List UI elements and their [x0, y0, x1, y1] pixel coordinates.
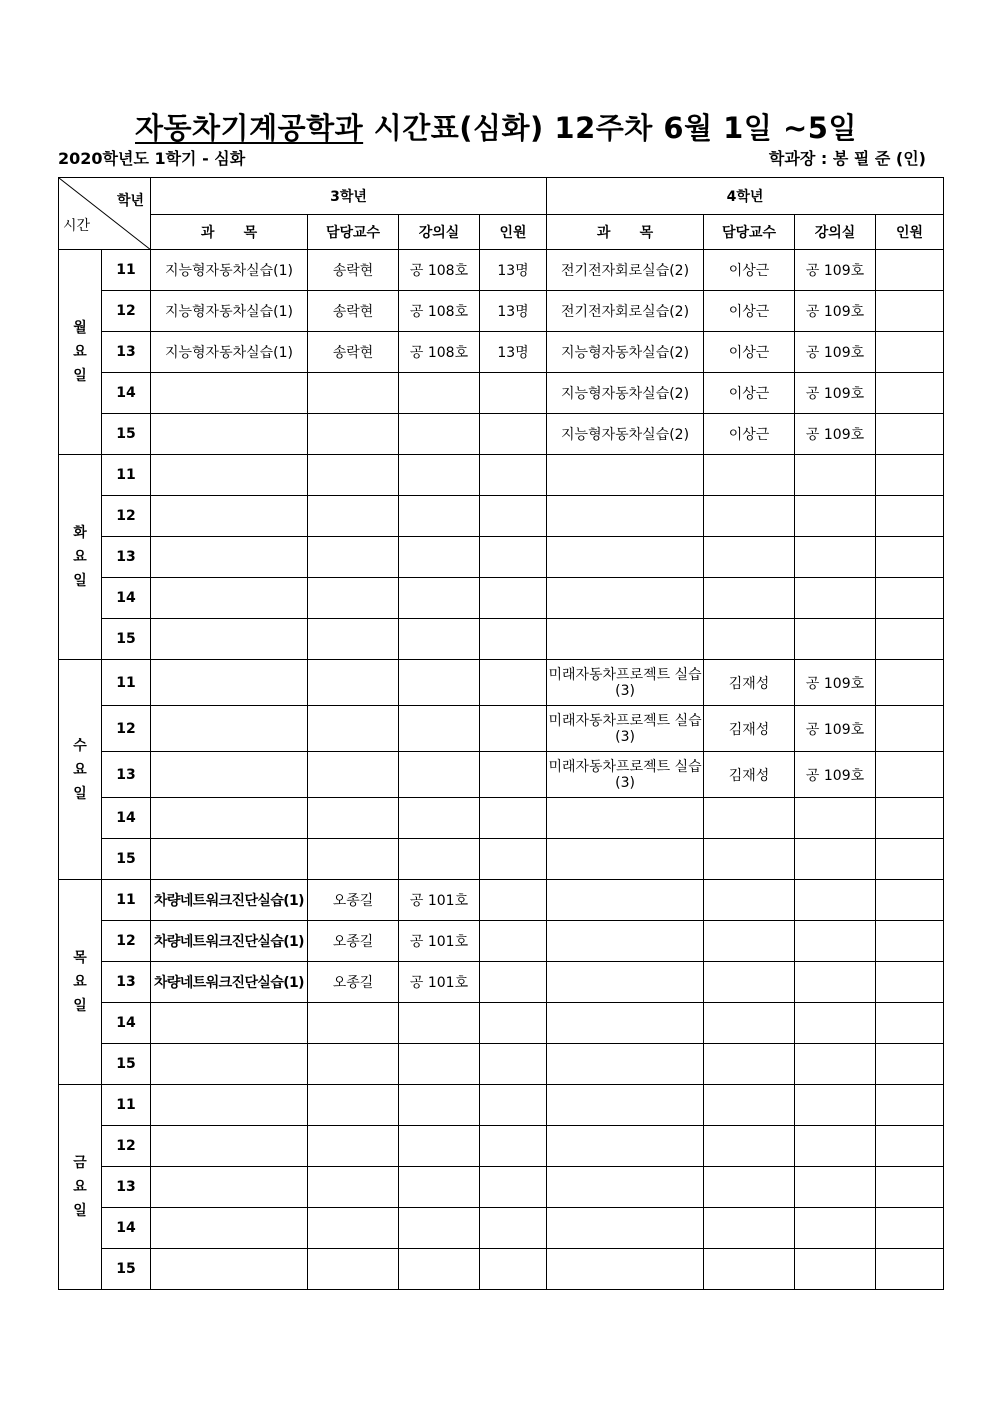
- room-cell: 공 101호: [399, 880, 480, 921]
- professor-cell: [308, 660, 399, 706]
- period-number: 15: [102, 1044, 151, 1085]
- students-cell: [876, 455, 944, 496]
- subject-cell: [151, 578, 308, 619]
- subject-cell: 차량네트워크진단실습(1): [151, 962, 308, 1003]
- students-cell: 13명: [480, 291, 547, 332]
- subject-cell: 지능형자동차실습(2): [547, 414, 704, 455]
- professor-cell: 김재성: [704, 706, 795, 752]
- subject-cell: [151, 1044, 308, 1085]
- subject-cell: [151, 1208, 308, 1249]
- subject-cell: [547, 578, 704, 619]
- period-number: 15: [102, 839, 151, 880]
- head-of-department: 학과장 : 봉 필 준 (인): [768, 149, 926, 168]
- students-cell: [876, 1044, 944, 1085]
- students-cell: [480, 373, 547, 414]
- professor-cell: [308, 414, 399, 455]
- professor-cell: 이상근: [704, 332, 795, 373]
- table-row: [59, 880, 944, 921]
- professor-cell: 오종길: [308, 880, 399, 921]
- period-number: 11: [102, 1085, 151, 1126]
- period-number: 11: [102, 880, 151, 921]
- grade3-header: 3학년: [151, 178, 547, 215]
- students-cell: [480, 1003, 547, 1044]
- grade4-header: 4학년: [547, 178, 944, 215]
- subject-cell: [151, 455, 308, 496]
- professor-cell: [308, 1208, 399, 1249]
- students-cell: [480, 537, 547, 578]
- period-number: 15: [102, 1249, 151, 1290]
- period-number: 13: [102, 537, 151, 578]
- room-cell: [795, 962, 876, 1003]
- room-cell: [795, 578, 876, 619]
- day-label-char: 일: [73, 1203, 87, 1219]
- day-label-char: 일: [73, 785, 87, 802]
- time-axis-label: 시간: [63, 218, 91, 234]
- table-row: [59, 1167, 944, 1208]
- students-cell: [480, 414, 547, 455]
- table-row: [59, 373, 944, 414]
- title-department: 자동차기계공학과: [135, 111, 364, 145]
- students-cell: [876, 373, 944, 414]
- room-cell: [399, 1249, 480, 1290]
- students-cell: [876, 1167, 944, 1208]
- period-number: 11: [102, 660, 151, 706]
- col-subject-g3: 과 목: [151, 215, 308, 250]
- period-number: 14: [102, 1003, 151, 1044]
- room-cell: [399, 839, 480, 880]
- period-number: 13: [102, 962, 151, 1003]
- professor-cell: [704, 619, 795, 660]
- day-label: [59, 660, 102, 880]
- period-number: 13: [102, 332, 151, 373]
- students-cell: [480, 921, 547, 962]
- professor-cell: [704, 578, 795, 619]
- subject-cell: [547, 880, 704, 921]
- students-cell: [876, 1208, 944, 1249]
- students-cell: [876, 1126, 944, 1167]
- professor-cell: [704, 921, 795, 962]
- period-number: 14: [102, 1208, 151, 1249]
- subject-cell: [151, 1126, 308, 1167]
- professor-cell: [704, 798, 795, 839]
- students-cell: [480, 706, 547, 752]
- professor-cell: [308, 839, 399, 880]
- subject-cell: 미래자동차프로젝트 실습(3): [547, 660, 704, 706]
- professor-cell: [308, 1126, 399, 1167]
- subject-cell: [547, 839, 704, 880]
- room-cell: 공 109호: [795, 291, 876, 332]
- day-label-char: 요: [73, 761, 87, 778]
- period-number: 13: [102, 1167, 151, 1208]
- students-cell: [876, 752, 944, 798]
- professor-cell: 이상근: [704, 291, 795, 332]
- students-cell: [876, 706, 944, 752]
- professor-cell: [308, 1249, 399, 1290]
- day-label-char: 화: [73, 525, 87, 541]
- students-cell: [876, 291, 944, 332]
- table-row: [59, 752, 944, 798]
- day-label: [59, 880, 102, 1085]
- professor-cell: 오종길: [308, 962, 399, 1003]
- room-cell: [795, 1249, 876, 1290]
- professor-cell: [308, 752, 399, 798]
- professor-cell: [308, 706, 399, 752]
- professor-cell: 이상근: [704, 250, 795, 291]
- table-row: [59, 921, 944, 962]
- subject-cell: [547, 1249, 704, 1290]
- subject-cell: [151, 798, 308, 839]
- day-label-char: 월: [73, 320, 87, 336]
- subject-cell: [547, 537, 704, 578]
- room-cell: [399, 1208, 480, 1249]
- students-cell: [876, 537, 944, 578]
- subject-cell: [151, 496, 308, 537]
- room-cell: [399, 660, 480, 706]
- professor-cell: [308, 496, 399, 537]
- day-label: [59, 455, 102, 660]
- room-cell: [399, 798, 480, 839]
- room-cell: [399, 619, 480, 660]
- room-cell: [399, 537, 480, 578]
- room-cell: [399, 1167, 480, 1208]
- day-label-char: 일: [73, 368, 87, 384]
- room-cell: [795, 880, 876, 921]
- professor-cell: [704, 1085, 795, 1126]
- period-number: 14: [102, 373, 151, 414]
- period-number: 11: [102, 250, 151, 291]
- professor-cell: [704, 880, 795, 921]
- subject-cell: 전기전자회로실습(2): [547, 250, 704, 291]
- subject-cell: [151, 706, 308, 752]
- room-cell: [399, 1003, 480, 1044]
- subject-cell: [151, 839, 308, 880]
- subject-cell: [547, 1003, 704, 1044]
- professor-cell: [704, 1044, 795, 1085]
- subject-cell: [547, 1126, 704, 1167]
- students-cell: [480, 880, 547, 921]
- professor-cell: [308, 537, 399, 578]
- students-cell: [480, 578, 547, 619]
- room-cell: [795, 1126, 876, 1167]
- room-cell: 공 109호: [795, 373, 876, 414]
- room-cell: [399, 373, 480, 414]
- period-number: 12: [102, 1126, 151, 1167]
- room-cell: [795, 537, 876, 578]
- day-label-char: 수: [73, 737, 87, 754]
- subject-cell: 차량네트워크진단실습(1): [151, 921, 308, 962]
- corner-diagonal-line: [59, 178, 151, 250]
- table-row: [59, 537, 944, 578]
- professor-cell: 이상근: [704, 373, 795, 414]
- room-cell: 공 108호: [399, 291, 480, 332]
- room-cell: 공 109호: [795, 706, 876, 752]
- period-number: 13: [102, 752, 151, 798]
- table-row: [59, 962, 944, 1003]
- professor-cell: 오종길: [308, 921, 399, 962]
- day-label-char: 요: [73, 549, 87, 565]
- semester-label: 2020학년도 1학기 - 심화: [58, 149, 246, 168]
- subject-cell: 차량네트워크진단실습(1): [151, 880, 308, 921]
- subject-cell: [151, 1085, 308, 1126]
- professor-cell: [704, 496, 795, 537]
- period-number: 12: [102, 291, 151, 332]
- room-cell: [399, 578, 480, 619]
- professor-cell: 송락현: [308, 332, 399, 373]
- room-cell: [399, 496, 480, 537]
- students-cell: [480, 660, 547, 706]
- subject-cell: 지능형자동차실습(1): [151, 332, 308, 373]
- professor-cell: 송락현: [308, 250, 399, 291]
- professor-cell: 송락현: [308, 291, 399, 332]
- room-cell: [399, 1044, 480, 1085]
- room-cell: [399, 706, 480, 752]
- table-row: [59, 798, 944, 839]
- room-cell: [795, 1167, 876, 1208]
- period-number: 12: [102, 496, 151, 537]
- students-cell: [876, 921, 944, 962]
- students-cell: [876, 839, 944, 880]
- period-number: 15: [102, 414, 151, 455]
- day-label-char: 일: [73, 998, 87, 1014]
- subject-cell: 미래자동차프로젝트 실습(3): [547, 706, 704, 752]
- room-cell: 공 108호: [399, 332, 480, 373]
- room-cell: 공 101호: [399, 921, 480, 962]
- professor-cell: 김재성: [704, 752, 795, 798]
- room-cell: 공 109호: [795, 660, 876, 706]
- students-cell: [876, 660, 944, 706]
- corner-header-cell: [59, 178, 151, 250]
- table-row: [59, 706, 944, 752]
- subject-cell: [151, 414, 308, 455]
- room-cell: 공 108호: [399, 250, 480, 291]
- period-number: 14: [102, 578, 151, 619]
- students-cell: [480, 619, 547, 660]
- room-cell: [795, 1044, 876, 1085]
- table-row: [59, 1249, 944, 1290]
- col-students-g3: 인원: [480, 215, 547, 250]
- students-cell: [480, 1249, 547, 1290]
- table-row: [59, 1044, 944, 1085]
- subject-cell: [151, 373, 308, 414]
- table-row: [59, 1208, 944, 1249]
- period-number: 15: [102, 619, 151, 660]
- students-cell: [480, 1044, 547, 1085]
- subject-cell: [547, 455, 704, 496]
- room-cell: [795, 921, 876, 962]
- col-room-g4: 강의실: [795, 215, 876, 250]
- professor-cell: [308, 798, 399, 839]
- subject-cell: 미래자동차프로젝트 실습(3): [547, 752, 704, 798]
- day-label-char: 목: [73, 950, 87, 966]
- room-cell: [399, 752, 480, 798]
- room-cell: [795, 798, 876, 839]
- professor-cell: [308, 373, 399, 414]
- room-cell: 공 101호: [399, 962, 480, 1003]
- professor-cell: [308, 1085, 399, 1126]
- room-cell: [795, 1085, 876, 1126]
- subject-cell: [547, 1085, 704, 1126]
- students-cell: [480, 1208, 547, 1249]
- professor-cell: [308, 1167, 399, 1208]
- professor-cell: [308, 455, 399, 496]
- table-row: [59, 839, 944, 880]
- subject-cell: [151, 1167, 308, 1208]
- room-cell: [795, 1208, 876, 1249]
- room-cell: [399, 414, 480, 455]
- subject-cell: [547, 1208, 704, 1249]
- students-cell: [480, 752, 547, 798]
- students-cell: [876, 880, 944, 921]
- subject-cell: 지능형자동차실습(1): [151, 250, 308, 291]
- students-cell: [876, 496, 944, 537]
- subject-cell: [151, 619, 308, 660]
- professor-cell: [308, 1003, 399, 1044]
- table-row: [59, 455, 944, 496]
- room-cell: [795, 619, 876, 660]
- subject-cell: [151, 752, 308, 798]
- students-cell: 13명: [480, 332, 547, 373]
- professor-cell: 이상근: [704, 414, 795, 455]
- day-label-char: 요: [73, 974, 87, 990]
- room-cell: 공 109호: [795, 752, 876, 798]
- room-cell: 공 109호: [795, 332, 876, 373]
- day-label-char: 요: [73, 1179, 87, 1195]
- students-cell: [876, 578, 944, 619]
- room-cell: [399, 1126, 480, 1167]
- students-cell: [876, 1249, 944, 1290]
- professor-cell: [704, 1208, 795, 1249]
- table-row: [59, 414, 944, 455]
- subject-cell: [547, 921, 704, 962]
- students-cell: [480, 1126, 547, 1167]
- period-number: 12: [102, 706, 151, 752]
- day-label-char: 요: [73, 344, 87, 360]
- professor-cell: [704, 1167, 795, 1208]
- students-cell: [480, 1085, 547, 1126]
- room-cell: [795, 455, 876, 496]
- room-cell: [795, 1003, 876, 1044]
- table-row: [59, 619, 944, 660]
- subject-cell: [151, 1003, 308, 1044]
- subject-cell: 지능형자동차실습(2): [547, 332, 704, 373]
- subject-cell: 전기전자회로실습(2): [547, 291, 704, 332]
- subject-cell: [151, 1249, 308, 1290]
- students-cell: [480, 455, 547, 496]
- period-number: 14: [102, 798, 151, 839]
- subject-cell: 지능형자동차실습(2): [547, 373, 704, 414]
- professor-cell: [704, 1126, 795, 1167]
- professor-cell: [704, 537, 795, 578]
- professor-cell: [308, 578, 399, 619]
- title-rest: 시간표(심화) 12주차 6월 1일 ~5일: [363, 111, 857, 145]
- room-cell: [795, 839, 876, 880]
- table-row: [59, 1003, 944, 1044]
- students-cell: [480, 1167, 547, 1208]
- students-cell: [876, 414, 944, 455]
- room-cell: [399, 1085, 480, 1126]
- students-cell: [876, 798, 944, 839]
- period-number: 11: [102, 455, 151, 496]
- col-professor-g3: 담당교수: [308, 215, 399, 250]
- room-cell: [399, 455, 480, 496]
- subject-cell: [151, 537, 308, 578]
- students-cell: [876, 962, 944, 1003]
- students-cell: [876, 1003, 944, 1044]
- subject-cell: [547, 619, 704, 660]
- subject-cell: [547, 962, 704, 1003]
- professor-cell: [704, 839, 795, 880]
- students-cell: [480, 798, 547, 839]
- students-cell: [480, 496, 547, 537]
- table-row: [59, 496, 944, 537]
- professor-cell: 김재성: [704, 660, 795, 706]
- table-row: [59, 1126, 944, 1167]
- table-row: [59, 660, 944, 706]
- day-label: [59, 250, 102, 455]
- students-cell: 13명: [480, 250, 547, 291]
- day-label-char: 금: [73, 1155, 87, 1171]
- page-title: [0, 106, 992, 147]
- col-room-g3: 강의실: [399, 215, 480, 250]
- col-students-g4: 인원: [876, 215, 944, 250]
- subject-cell: [547, 496, 704, 537]
- day-label-char: 일: [73, 573, 87, 589]
- col-professor-g4: 담당교수: [704, 215, 795, 250]
- professor-cell: [704, 1003, 795, 1044]
- students-cell: [876, 250, 944, 291]
- room-cell: [795, 496, 876, 537]
- students-cell: [480, 839, 547, 880]
- table-row: [59, 1085, 944, 1126]
- table-row: [59, 332, 944, 373]
- table-row: [59, 291, 944, 332]
- day-label: [59, 1085, 102, 1290]
- room-cell: 공 109호: [795, 414, 876, 455]
- table-row: [59, 250, 944, 291]
- professor-cell: [704, 962, 795, 1003]
- professor-cell: [704, 455, 795, 496]
- col-subject-g4: 과 목: [547, 215, 704, 250]
- students-cell: [480, 962, 547, 1003]
- room-cell: 공 109호: [795, 250, 876, 291]
- table-row: [59, 578, 944, 619]
- grade-axis-label: 학년: [116, 193, 144, 209]
- students-cell: [876, 332, 944, 373]
- subject-cell: [547, 1044, 704, 1085]
- subject-cell: [547, 798, 704, 839]
- professor-cell: [308, 1044, 399, 1085]
- subject-cell: [547, 1167, 704, 1208]
- subject-cell: [151, 660, 308, 706]
- professor-cell: [704, 1249, 795, 1290]
- subject-cell: 지능형자동차실습(1): [151, 291, 308, 332]
- students-cell: [876, 1085, 944, 1126]
- timetable: [58, 177, 944, 1290]
- period-number: 12: [102, 921, 151, 962]
- professor-cell: [308, 619, 399, 660]
- students-cell: [876, 619, 944, 660]
